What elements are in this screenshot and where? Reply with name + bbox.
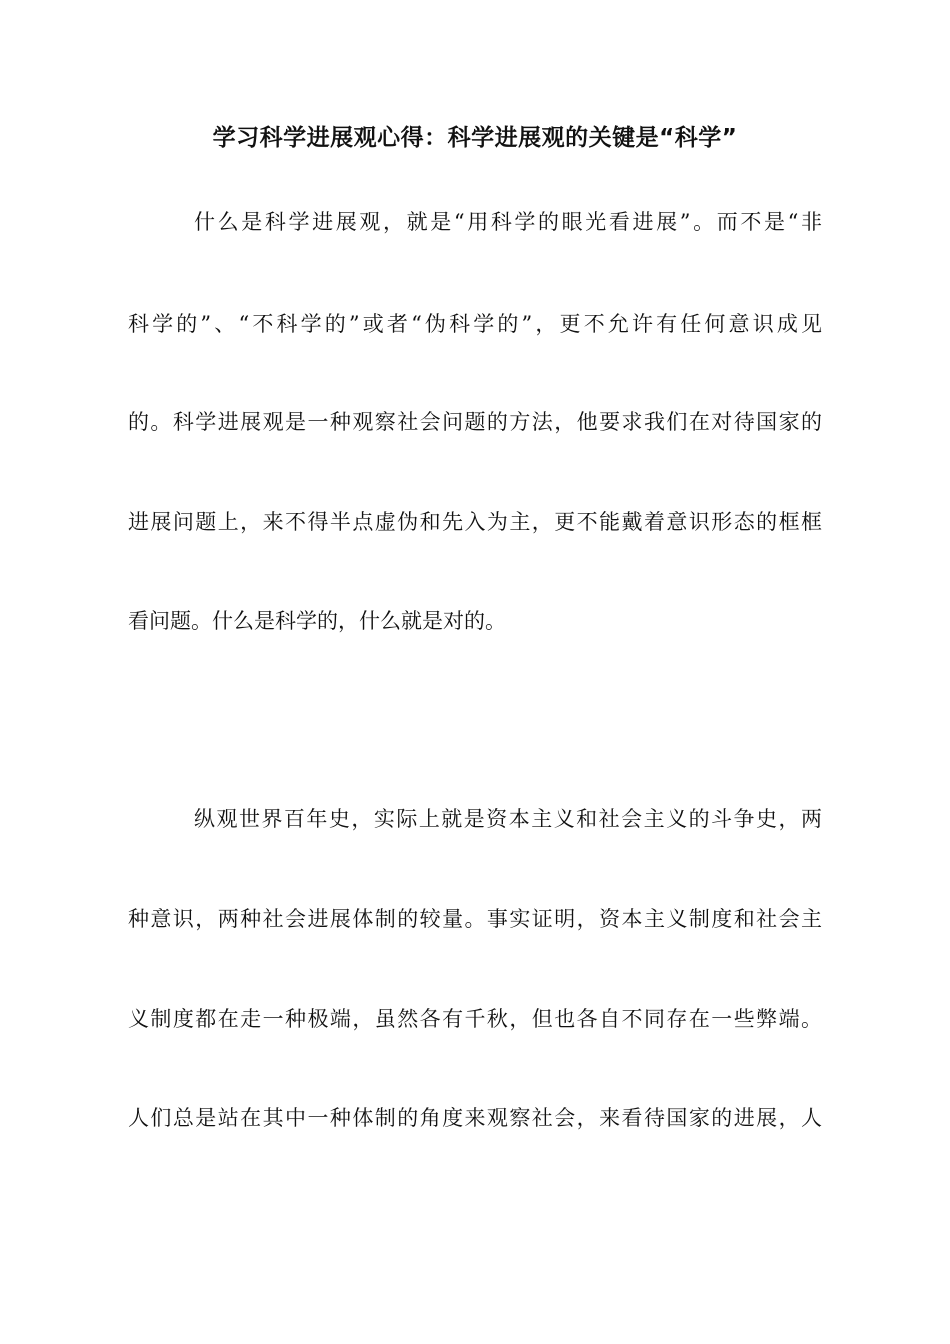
paragraph-1-line-2: 科学的”、“不科学的”或者“伪科学的”，更不允许有任何意识成见 xyxy=(128,312,822,336)
paragraph-2-line-4: 人们总是站在其中一种体制的角度来观察社会，来看待国家的进展，人 xyxy=(128,1106,822,1130)
paragraph-1-line-1: 什么是科学进展观，就是“用科学的眼光看进展”。而不是“非 xyxy=(194,210,822,234)
paragraph-2-line-2: 种意识，两种社会进展体制的较量。事实证明，资本主义制度和社会主 xyxy=(128,907,822,931)
paragraph-2-line-3: 义制度都在走一种极端，虽然各有千秋，但也各自不同存在一些弊端。 xyxy=(128,1007,822,1031)
paragraph-1-line-3: 的。科学进展观是一种观察社会问题的方法，他要求我们在对待国家的 xyxy=(128,410,822,434)
paragraph-1-line-5: 看问题。什么是科学的，什么就是对的。 xyxy=(128,609,506,633)
paragraph-2-line-1: 纵观世界百年史，实际上就是资本主义和社会主义的斗争史，两 xyxy=(194,807,822,831)
document-title: 学习科学进展观心得：科学进展观的关键是“科学” xyxy=(212,125,738,151)
paragraph-1-line-4: 进展问题上，来不得半点虚伪和先入为主，更不能戴着意识形态的框框 xyxy=(128,510,822,534)
